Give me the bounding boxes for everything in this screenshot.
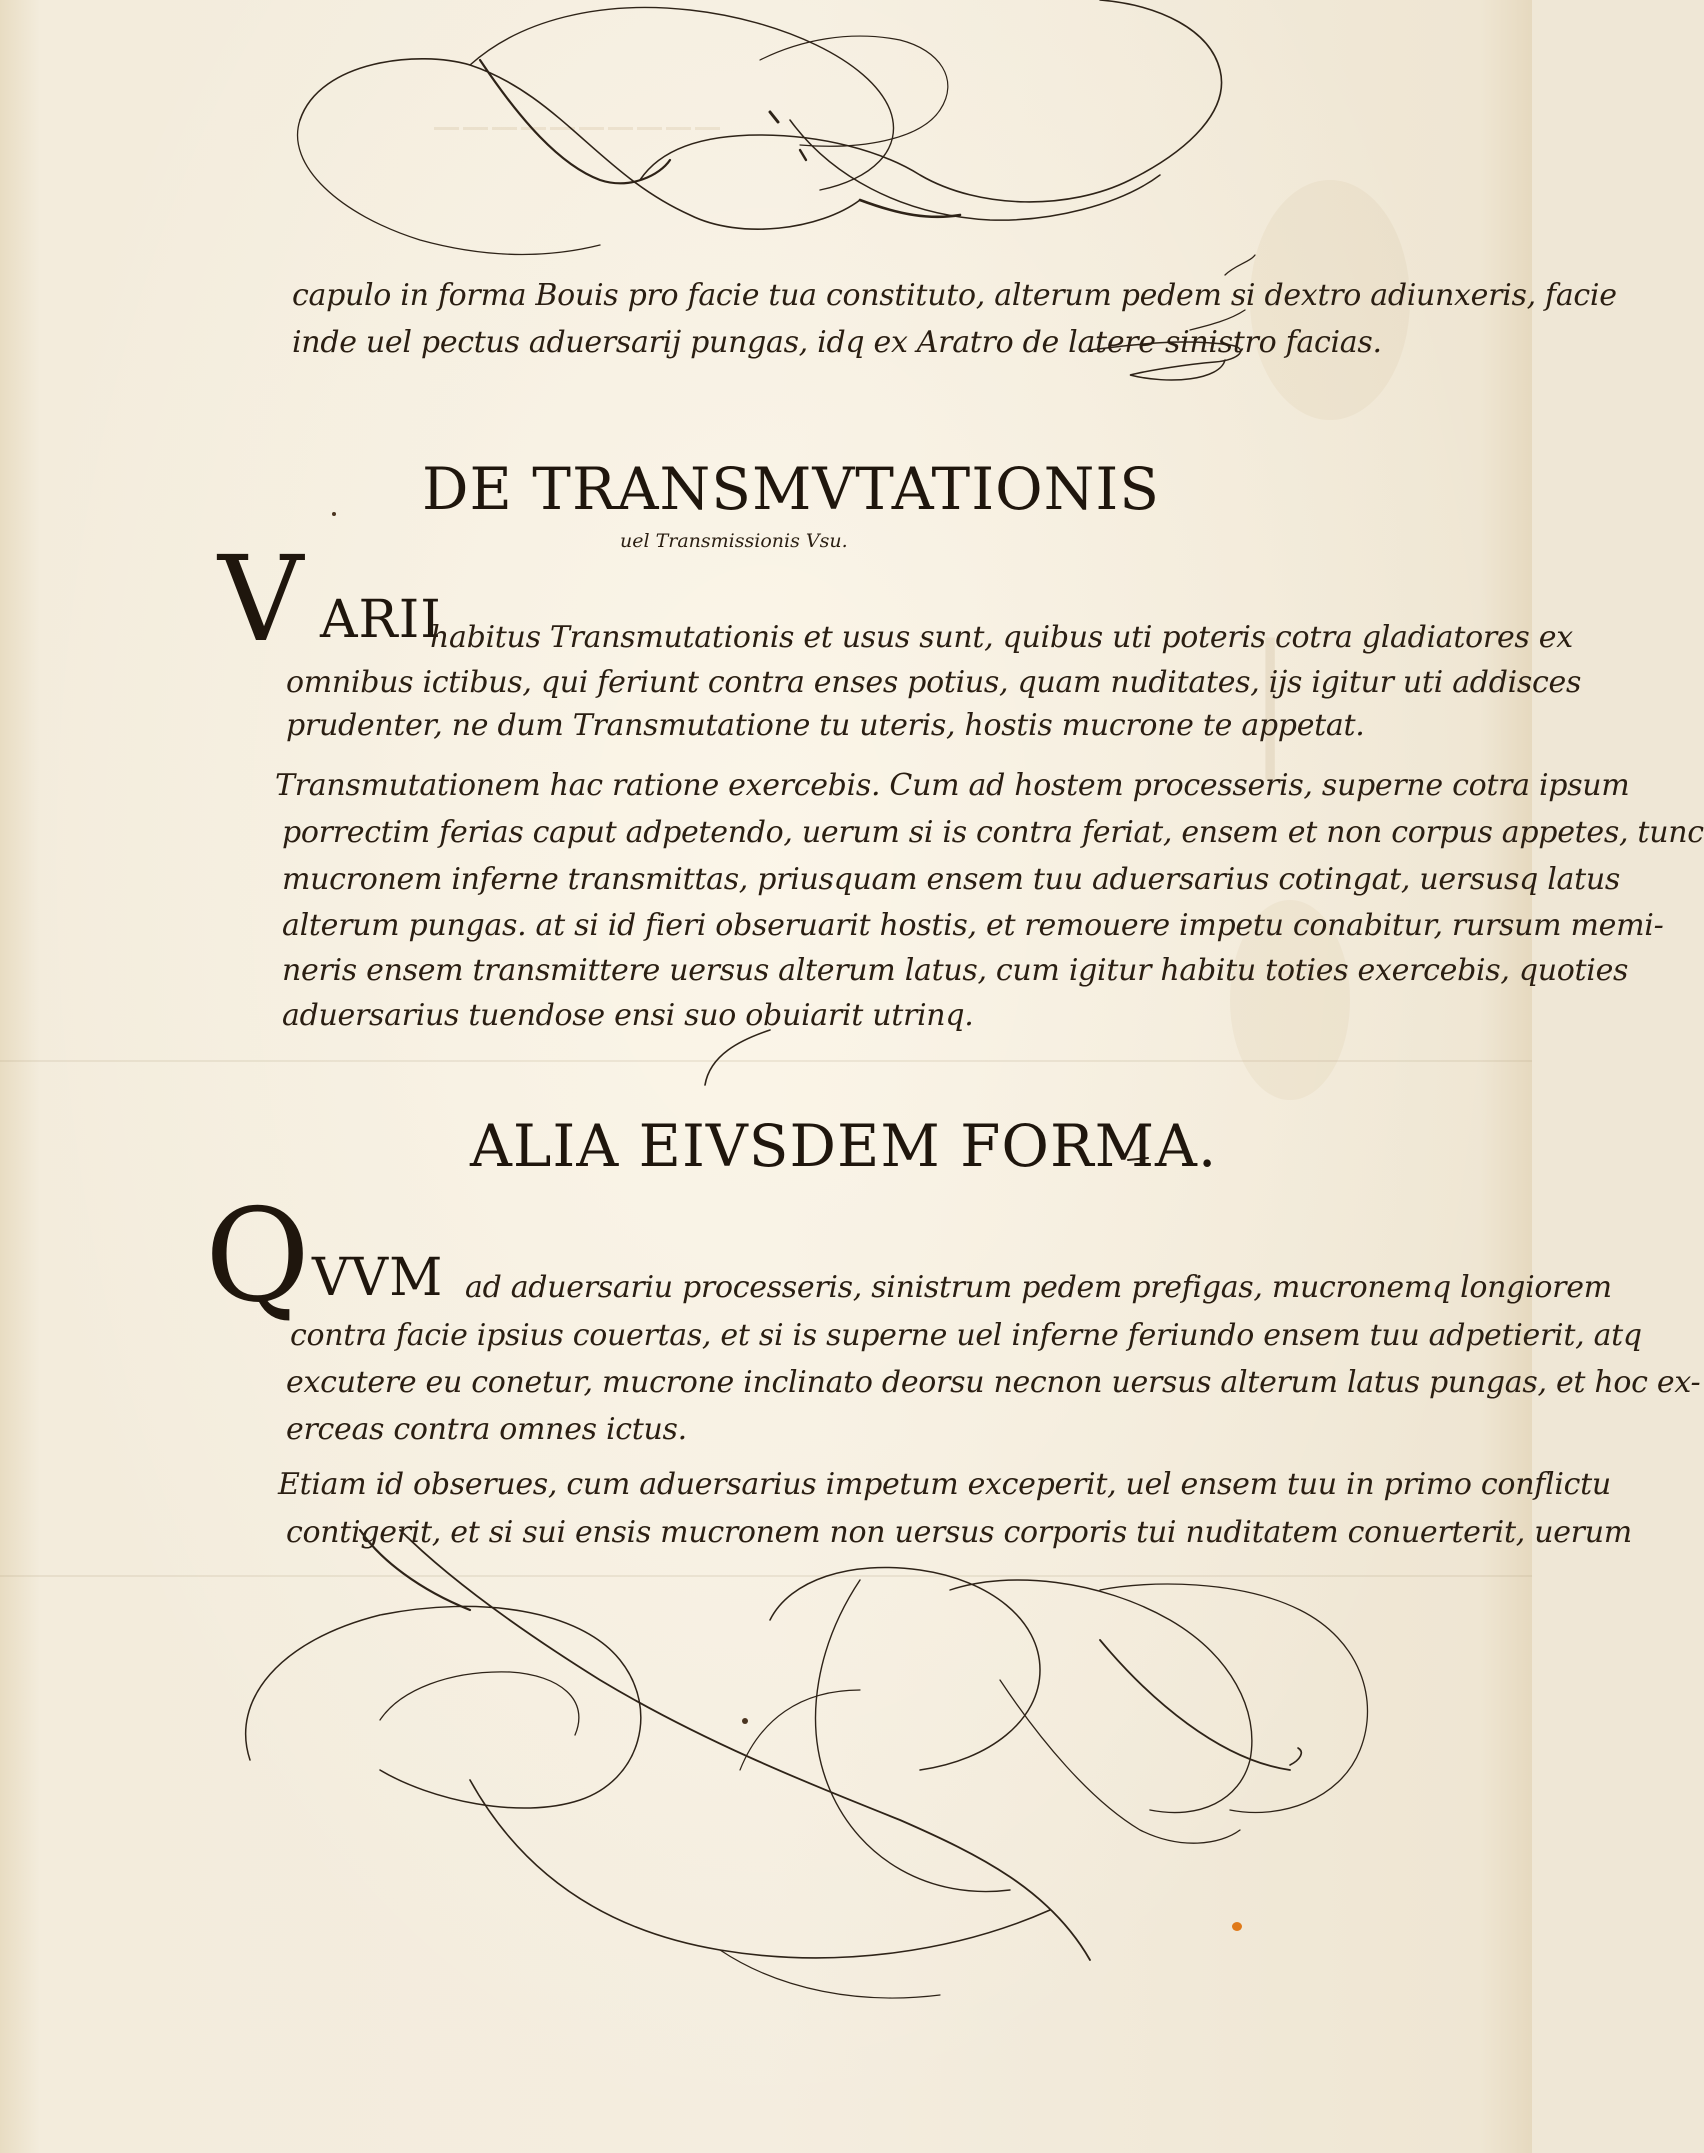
ink-spot [1232, 1922, 1242, 1931]
bleed-through-mark: ⎯⎯⎯⎯⎯⎯⎯⎯⎯⎯ [430, 95, 720, 153]
paragraph-line: alterum pungas. at si id fieri obseruarit hostis, et remouere impetu conabitur, rursum memi- [282, 908, 1664, 943]
ink-spot [742, 1718, 748, 1724]
paragraph-line: neris ensem transmittere uersus alterum latus, cum igitur habitu toties exercebis, quoties [282, 953, 1629, 988]
paragraph-line: mucronem inferne transmittas, priusquam ensem tuu aduersarius cotingat, uersusq latus [282, 862, 1621, 897]
paragraph-line: Etiam id obserues, cum aduersarius impetum exceperit, uel ensem tuu in primo conflictu [278, 1467, 1611, 1502]
paragraph-line: ad aduersariu processeris, sinistrum pedem prefigas, mucronemq longiorem [465, 1270, 1612, 1305]
bleed-through-mark: │ [1230, 640, 1307, 779]
paragraph-line: excutere eu conetur, mucrone inclinato deorsu necnon uersus alterum latus pungas, et hoc ex- [286, 1365, 1701, 1400]
paragraph-line: contra facie ipsius couertas, et si is superne uel inferne feriundo ensem tuu adpetierit, atq [290, 1318, 1642, 1353]
decorated-initial: Q [205, 1182, 310, 1331]
paragraph-line: contigerit, et si sui ensis mucronem non uersus corporis tui nuditatem conuerterit, uerum [286, 1515, 1632, 1550]
ink-spot [332, 512, 336, 516]
paragraph-line: habitus Transmutationis et usus sunt, quibus uti poteris cotra gladiatores ex [430, 620, 1573, 655]
initial-word-continuation: VVM [312, 1248, 444, 1308]
paragraph-line: prudenter, ne dum Transmutatione tu uteris, hostis mucrone te appetat. [286, 708, 1365, 743]
section-subtitle: uel Transmissionis Vsu. [620, 530, 848, 552]
section-title: DE TRANSMVTATIONIS [422, 455, 1161, 523]
decorated-initial: V [218, 530, 304, 668]
paragraph-line: aduersarius tuendose ensi suo obuiarit utrinq. [282, 998, 974, 1033]
opening-fragment-line: capulo in forma Bouis pro facie tua constituto, alterum pedem si dextro adiunxeris, facie [292, 278, 1617, 313]
initial-word-continuation: ARII [320, 590, 442, 650]
paragraph-line: erceas contra omnes ictus. [286, 1412, 687, 1447]
paragraph-line: Transmutationem hac ratione exercebis. Cum ad hostem processeris, superne cotra ipsum [275, 768, 1630, 803]
paragraph-line: porrectim ferias caput adpetendo, uerum si is contra feriat, ensem et non corpus appetes, tunc [282, 815, 1704, 850]
paragraph-line: omnibus ictibus, qui feriunt contra enses potius, quam nuditates, ijs igitur uti addisces [286, 665, 1582, 700]
section-title: ALIA EIVSDEM FORMA. [470, 1112, 1218, 1180]
opening-fragment-line: inde uel pectus aduersarij pungas, idq ex Aratro de latere sinistro facias. [292, 325, 1382, 360]
